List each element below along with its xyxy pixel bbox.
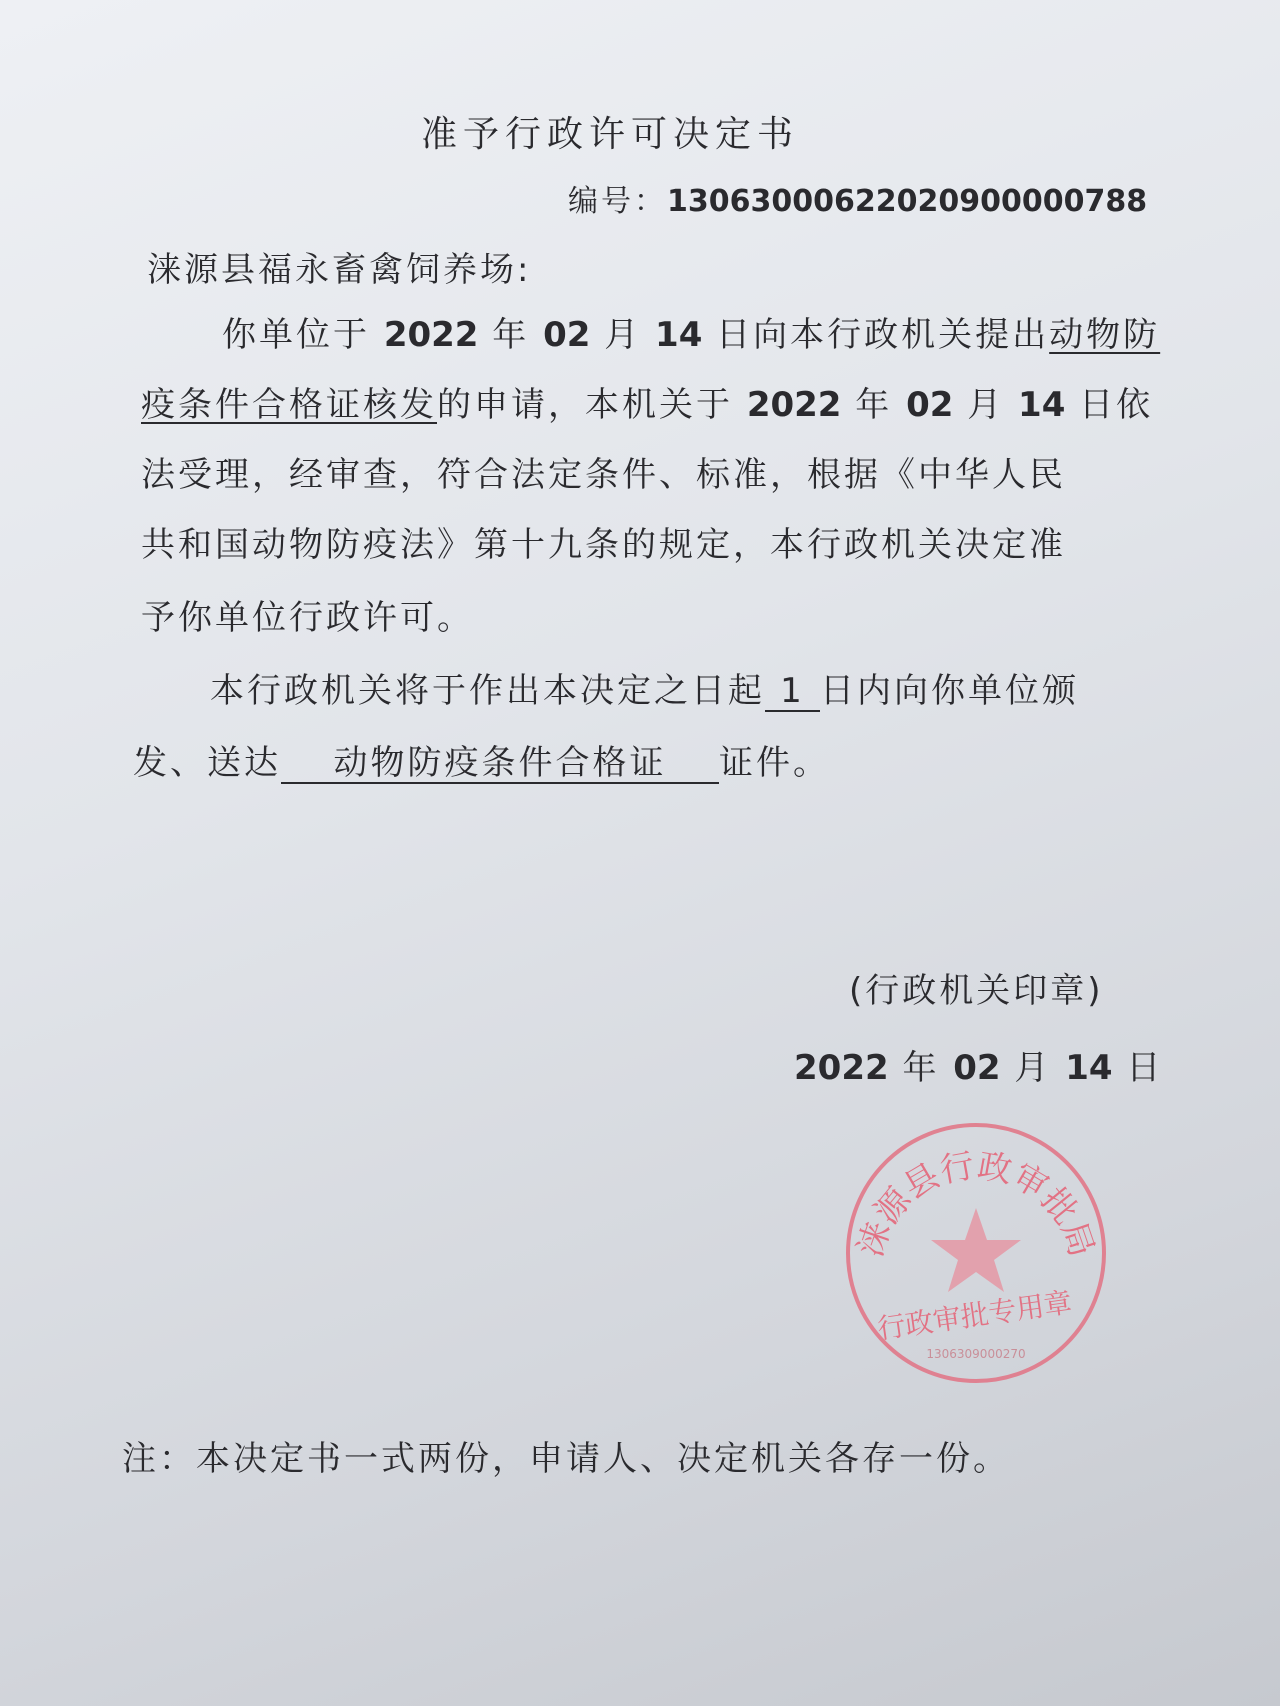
stamp-code: 1306309000270 — [926, 1347, 1026, 1361]
addressee: 涞源县福永畜禽饲养场: — [147, 250, 532, 290]
para1-line4: 共和国动物防疫法》第十九条的规定，本行政机关决定准 — [141, 525, 1066, 565]
para1-line3: 法受理，经审查，符合法定条件、标准，根据《中华人民 — [141, 455, 1066, 495]
number-label: 编号： — [568, 184, 667, 219]
decision-date: 2022 年 02 月 14 日 — [794, 1048, 1164, 1088]
stamp-top-text: 涞源县行政审批局 — [850, 1145, 1102, 1262]
para2-line2: 发、送达 动物防疫条件合格证 证件。 — [133, 743, 830, 783]
document-number — [568, 176, 1147, 220]
para1-line1: 你单位于 2022 年 02 月 14 日向本行政机关提出动物防 — [222, 315, 1161, 355]
para2-line1: 本行政机关将于作出本决定之日起 1 日内向你单位颁 — [210, 671, 1079, 711]
seal-label: (行政机关印章) — [849, 971, 1104, 1011]
certificate-name: 动物防疫条件合格证 — [281, 745, 719, 784]
footnote: 注：本决定书一式两份，申请人、决定机关各存一份。 — [122, 1439, 1010, 1479]
number-value: 13063000622020900000788 — [667, 184, 1148, 219]
document-title: 准予行政许可决定书 — [420, 114, 799, 155]
para1-line5: 予你单位行政许可。 — [141, 598, 474, 638]
para1-line2: 疫条件合格证核发的申请，本机关于 2022 年 02 月 14 日依 — [141, 385, 1154, 425]
official-seal — [843, 1120, 1109, 1386]
stamp-bottom-text: 行政审批专用章 — [875, 1285, 1075, 1346]
days-value: 1 — [765, 673, 820, 712]
permit-item-cont: 疫条件合格证核发 — [141, 385, 437, 425]
permit-item: 动物防 — [1049, 315, 1161, 355]
